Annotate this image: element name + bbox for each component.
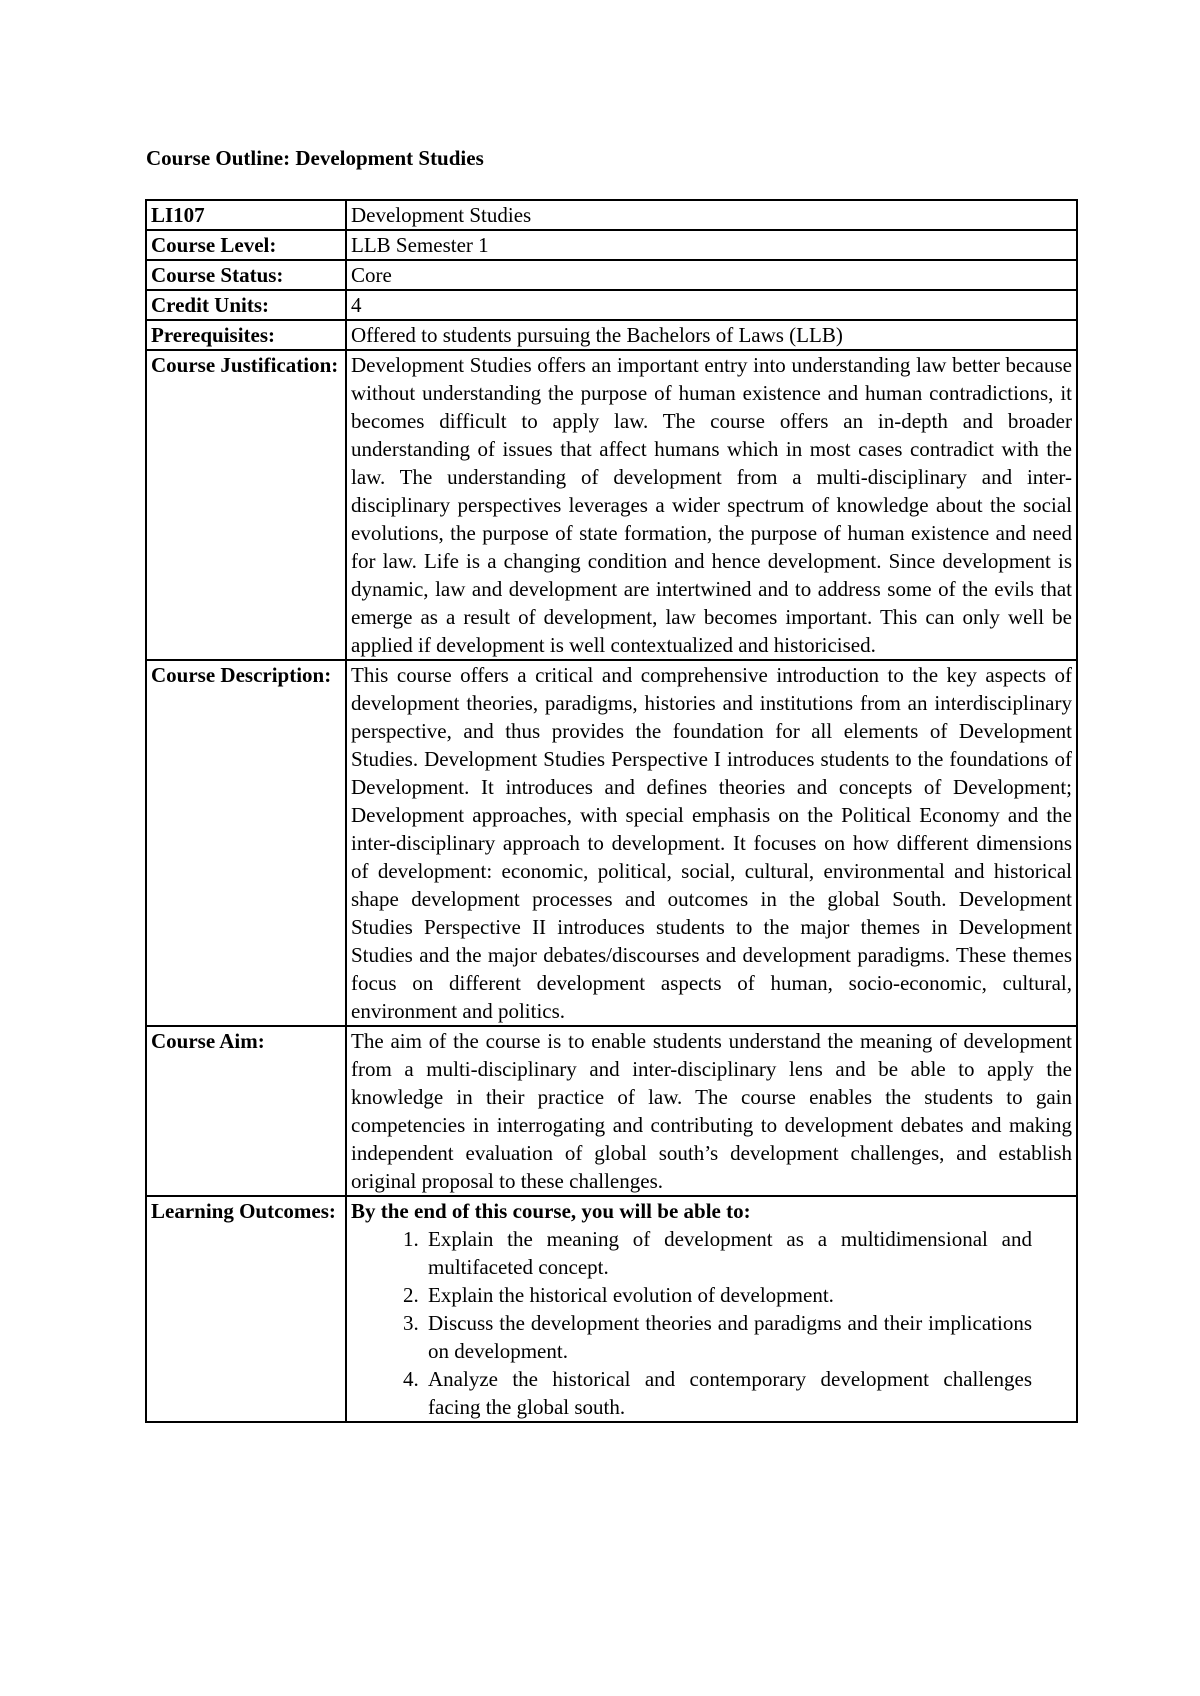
course-aim-value: The aim of the course is to enable students understand the meaning of development from a multi-disciplinary and inter-disciplinary lens and be able to apply the knowledge in their practice of law. The course enables the students to gain competencies in interrogating and contributing to development debates and making independent evaluation of global south’s development challenges, and establish original proposal to these challenges. [346,1026,1077,1196]
course-outline-table [145,199,1078,1423]
course-name-value: Development Studies [346,200,1077,230]
course-level-label: Course Level: [146,230,346,260]
course-justification-label: Course Justification: [146,350,346,660]
table-row-learning-outcomes [146,1196,1077,1422]
table-row-credit-units [146,290,1077,320]
table-row-prerequisites [146,320,1077,350]
table-row-course-level [146,230,1077,260]
table-row-course-description [146,660,1077,1026]
table-row-course-code [146,200,1077,230]
list-item: 1. Explain the meaning of development as a multidimensional and multifaceted concept. [424,1225,1072,1281]
page-title: Course Outline: Development Studies [146,146,484,170]
learning-outcomes-lead: By the end of this course, you will be able to: [351,1199,751,1223]
course-status-label: Course Status: [146,260,346,290]
credit-units-value: 4 [346,290,1077,320]
prerequisites-label: Prerequisites: [146,320,346,350]
learning-outcomes-label: Learning Outcomes: [146,1196,346,1422]
credit-units-label: Credit Units: [146,290,346,320]
list-item: 3. Discuss the development theories and paradigms and their implications on development. [424,1309,1072,1365]
course-description-label: Course Description: [146,660,346,1026]
list-item: 4. Analyze the historical and contemporary development challenges facing the global south. [424,1365,1072,1421]
prerequisites-value: Offered to students pursuing the Bachelors of Laws (LLB) [346,320,1077,350]
list-item: 2. Explain the historical evolution of development. [424,1281,1072,1309]
course-justification-value: Development Studies offers an important entry into understanding law better because without understanding the purpose of human existence and human contradictions, it becomes difficult to apply law. The course offers an in-depth and broader understanding of issues that affect humans which in most cases contradict with the law. The understanding of development from a multi-disciplinary and inter-disciplinary perspectives leverages a wider spectrum of knowledge about the social evolutions, the purpose of state formation, the purpose of human existence and need for law. Life is a changing condition and hence development. Since development is dynamic, law and development are intertwined and to address some of the evils that emerge as a result of development, law becomes important. This can only well be applied if development is well contextualized and historicised. [346,350,1077,660]
course-description-value: This course offers a critical and comprehensive introduction to the key aspects of development theories, paradigms, histories and institutions from an interdisciplinary perspective, and thus provides the foundation for all elements of Development Studies. Development Studies Perspective I introduces students to the foundations of Development. It introduces and defines theories and concepts of Development; Development approaches, with special emphasis on the Political Economy and the inter-disciplinary approach to development. It focuses on how different dimensions of development: economic, political, social, cultural, environmental and historical shape development processes and outcomes in the global South. Development Studies Perspective II introduces students to the major themes in Development Studies and the major debates/discourses and development paradigms. These themes focus on different development aspects of human, socio-economic, cultural, environment and politics. [346,660,1077,1026]
course-status-value: Core [346,260,1077,290]
learning-outcomes-list [351,1225,1072,1421]
course-aim-label: Course Aim: [146,1026,346,1196]
course-level-value: LLB Semester 1 [346,230,1077,260]
table-row-course-aim [146,1026,1077,1196]
table-row-course-status [146,260,1077,290]
table-row-course-justification [146,350,1077,660]
course-code-label: LI107 [146,200,346,230]
learning-outcomes-cell [346,1196,1077,1422]
